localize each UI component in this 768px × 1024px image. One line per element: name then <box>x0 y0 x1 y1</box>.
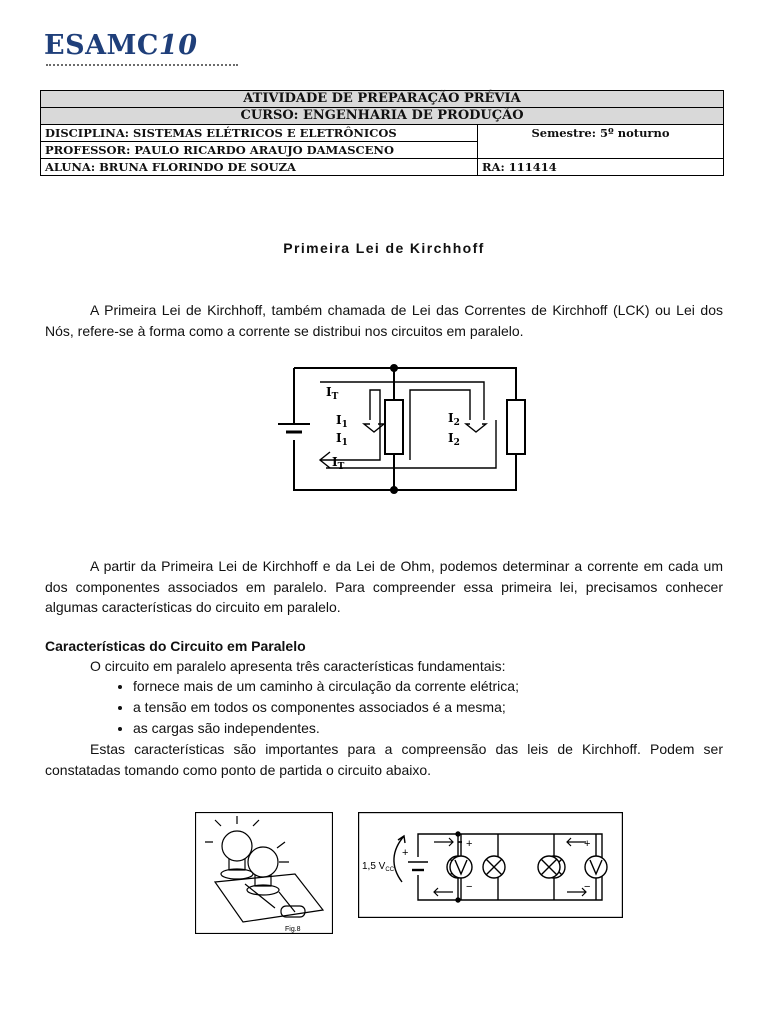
right-meter-minus: − <box>584 881 591 893</box>
semester-cell: Semestre: 5º noturno <box>478 125 724 159</box>
list-item: • as cargas são independentes. <box>133 718 519 739</box>
voltmeters-final <box>358 812 623 918</box>
page-title: Primeira Lei de Kirchhoff <box>283 240 485 256</box>
discipline-cell: DISCIPLINA: SISTEMAS ELÉTRICOS E ELETRÔNICOS <box>41 125 478 142</box>
list-item: • a tensão em todos os componentes associados é a mesma; <box>133 697 519 718</box>
activity-title: ATIVIDADE DE PREPARAÇÃO PRÉVIA <box>41 91 724 108</box>
esamc-logo <box>44 30 244 70</box>
paragraph-ohm: A partir da Primeira Lei de Kirchhoff e da Lei de Ohm, podemos determinar a corrente em cada um dos componentes associados em paralelo. Para compreender essa primeira lei, precisamos conhecer algumas características do circuito em paralelo. <box>45 558 723 615</box>
label-i2-bottom: $I_2$ <box>448 431 460 448</box>
battery-plus: + <box>402 847 409 859</box>
left-meter-minus: − <box>466 881 473 893</box>
logo-text: ESAMC10 <box>44 30 198 61</box>
label-it-bottom: $I_T$ <box>332 455 345 472</box>
logo-mark: 10 <box>158 30 198 61</box>
paragraph-intro: A Primeira Lei de Kirchhoff, também chamada de Lei das Correntes de Kirchhoff (LCK) ou Lei dos Nós, refere-se à forma como a corrente se distribui nos circuitos em paralelo. <box>45 302 723 339</box>
label-i1-bottom: $I_1$ <box>336 431 348 448</box>
paragraph-characteristics: O circuito em paralelo apresenta três características fundamentais: <box>90 658 506 674</box>
figure-caption: Fig.8 <box>285 926 301 933</box>
course-title: CURSO: ENGENHARIA DE PRODUÇÃO <box>41 108 724 125</box>
logo-underline <box>46 64 238 66</box>
ra-cell: RA: 111414 <box>478 159 724 176</box>
right-meter-plus: + <box>584 838 591 850</box>
parallel-circuit-diagram <box>270 360 540 500</box>
lamp-right <box>538 856 560 878</box>
student-cell: ALUNA: BRUNA FLORINDO DE SOUZA <box>41 159 478 176</box>
professor-cell: PROFESSOR: PAULO RICARDO ARAUJO DAMASCENO <box>41 142 478 159</box>
characteristics-list <box>105 676 519 739</box>
lamp-left <box>483 856 505 878</box>
paragraph-conclusion: Estas características são importantes para a compreensão das leis de Kirchhoff. Podem ser constatadas tomando como ponto de partida o circuito abaixo. <box>45 741 723 778</box>
label-i1-top: $I_1$ <box>336 413 348 430</box>
list-item: • fornece mais de um caminho à circulação da corrente elétrica; <box>133 676 519 697</box>
section-heading: Características do Circuito em Paralelo <box>45 638 306 654</box>
source-label: 1,5 $V_{CC}$ <box>362 861 395 873</box>
left-meter-plus: + <box>466 838 473 850</box>
header-table <box>40 90 724 176</box>
label-it-top: $I_T$ <box>326 385 339 402</box>
lamps-illustration <box>195 812 333 934</box>
label-i2-top: $I_2$ <box>448 411 460 428</box>
